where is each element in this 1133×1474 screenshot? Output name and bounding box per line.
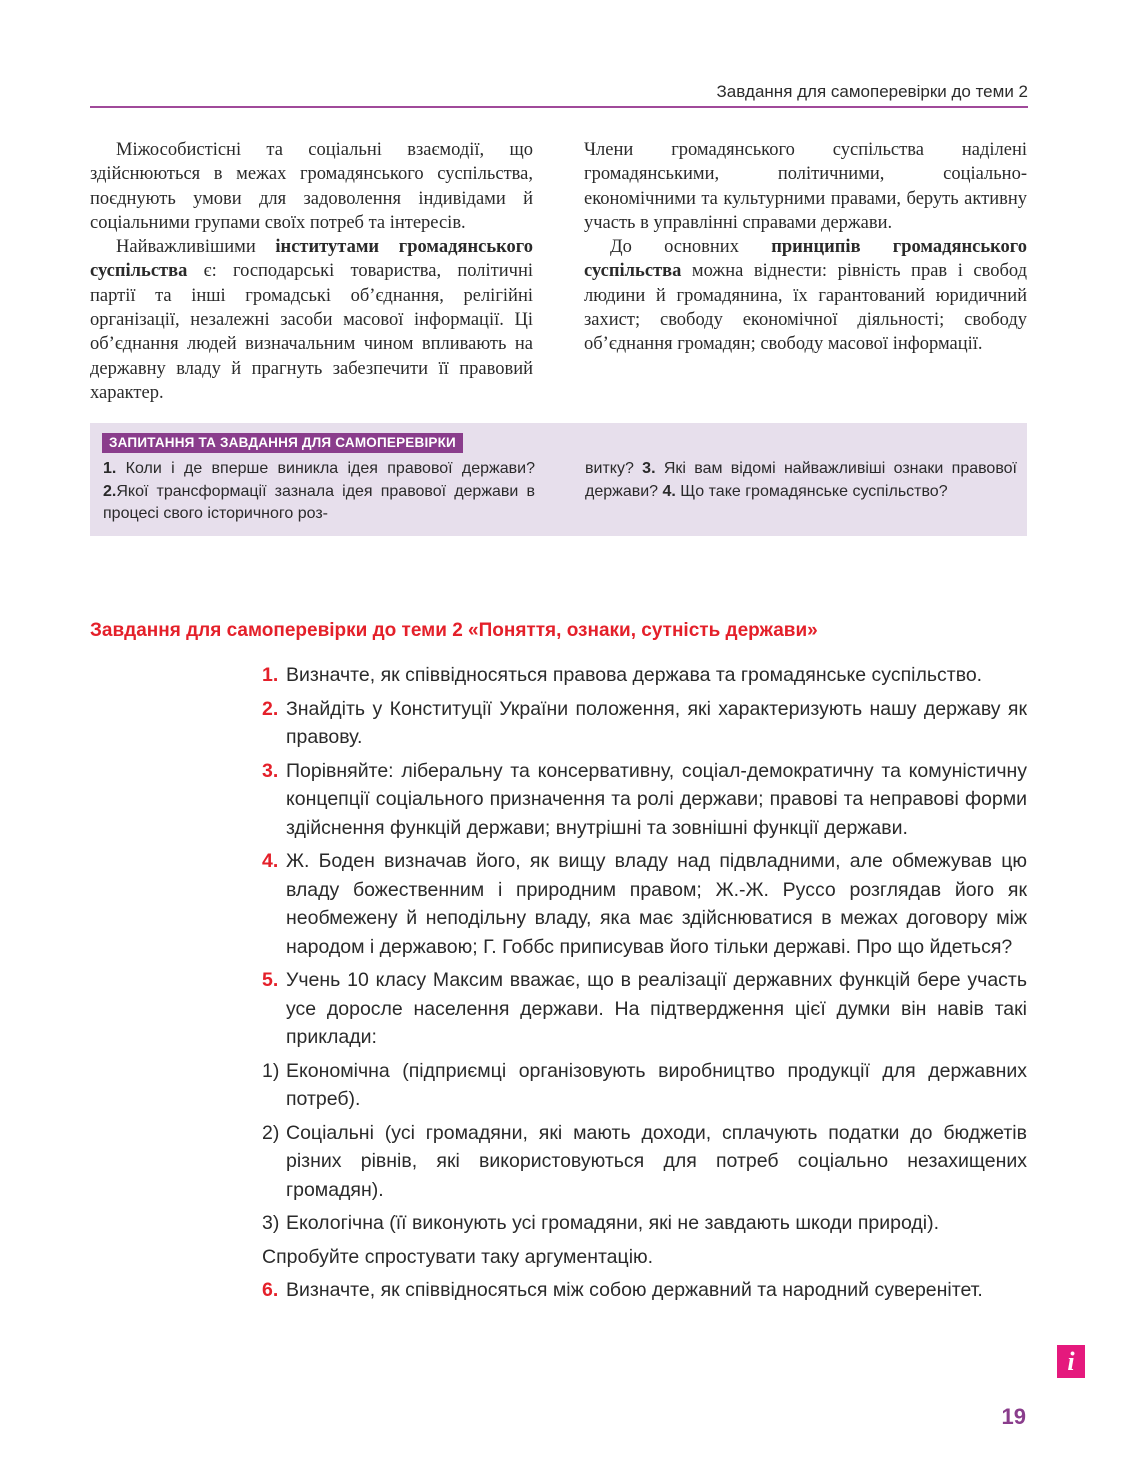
questions-box [90, 423, 1027, 536]
question-number: 1. [103, 460, 117, 477]
task-text: Знайдіть у Конституції України положення, які характеризують нашу державу як правову. [286, 697, 1027, 748]
example-number: 2) [262, 1121, 280, 1144]
bold-term: принципів громадянського суспільства [584, 237, 1027, 282]
example-item [262, 1057, 1027, 1114]
example-number: 1) [262, 1059, 280, 1082]
text-run: До основних [610, 237, 772, 258]
paragraph [90, 235, 533, 405]
example-number: 3) [262, 1212, 280, 1234]
task-number: 2. [262, 697, 279, 720]
bold-term: інститутами громадянського суспільства [90, 237, 533, 282]
questions-column-right [585, 458, 1017, 503]
section-title: Завдання для самоперевірки до теми 2 «Поняття, ознаки, сутність держави» [90, 620, 818, 641]
paragraph: Міжособистісні та соціальні взаємодії, що здійснюються в межах громадянського суспільства, поєднують умови для задоволення індивідами й соціальними групами своїх потреб та інтересів. [90, 140, 533, 233]
task-number: 4. [262, 850, 279, 872]
text-run: Найважливішими [116, 237, 276, 258]
paragraph: Члени громадянського суспільства наділені громадянськими, політичними, соціально-економічними та культурними правами, беруть активну участь в управлінні справами держави. [584, 140, 1027, 233]
question-text: витку? [585, 460, 643, 477]
text-run: можна віднести: рівність прав і свобод людини й громадянина, їх гарантований юридичний захист; свободу економічної діяльності; свободу об’єднання громадян; свободу масової інформації. [584, 261, 1027, 355]
task-number: 5. [262, 969, 279, 991]
task-item [262, 661, 1027, 690]
task-text: Порівняйте: ліберальну та консервативну, соціал-демократичну та комуністичну концепції соціального призначення та ролі держави; правові та неправові форми здійснення функцій держави; внутрішні та зовнішні функції держави. [286, 759, 1027, 839]
example-text: Економічна (підприємці організовують виробництво продукції для державних потреб). [286, 1059, 1027, 1110]
question-text: Коли і де вперше виникла ідея правової держави? [116, 460, 535, 477]
example-item [262, 1119, 1027, 1205]
task-list [262, 661, 1027, 1310]
text-column-right [584, 138, 1027, 357]
questions-box-label: ЗАПИТАННЯ ТА ЗАВДАННЯ ДЛЯ САМОПЕРЕВІРКИ [102, 433, 463, 453]
task-item [262, 847, 1027, 961]
task-item [262, 1276, 1027, 1305]
task-text: Визначте, як співвідносяться між собою державний та народний суверенітет. [286, 1279, 983, 1301]
example-text: Екологічна (її виконують усі громадяни, які не завдають шкоди природі). [286, 1212, 939, 1234]
question-number: 4. [662, 482, 676, 500]
question-text: Які вам відомі найважливіші ознаки правової держави? [585, 460, 1017, 500]
running-head-title: Завдання для самоперевірки до теми 2 [716, 82, 1028, 101]
question-number: 2. [103, 482, 117, 500]
task-item [262, 695, 1027, 752]
task-text: Учень 10 класу Максим вважає, що в реалізації державних функцій бере участь усе доросле населення держави. На підтвердження цієї думки він навів такі приклади: [286, 969, 1027, 1048]
questions-column-left [103, 458, 535, 526]
question-text: Якої трансформації зазнала ідея правової держави в процесі свого історичного роз- [103, 482, 535, 522]
task-text: Визначте, як співвідносяться правова держава та громадянське суспільство. [286, 664, 983, 686]
info-icon: i [1057, 1345, 1085, 1378]
instruction-text: Спробуйте спростувати таку аргументацію. [262, 1245, 654, 1268]
task-number: 1. [262, 664, 279, 686]
paragraph [584, 235, 1027, 356]
text-run: є: господарські товариства, політичні партії та інші громадські об’єднання, релігійні організації, незалежні засоби масової інформації. Ці об’єднання людей визначальним чином впливають на державну владу й прагнуть забезпечити її правовий характер. [90, 261, 533, 403]
page-number: 19 [1001, 1404, 1026, 1429]
text-column-left [90, 138, 533, 405]
task-item [262, 757, 1027, 843]
task-item [262, 966, 1027, 1052]
task-number: 6. [262, 1279, 279, 1301]
question-number: 3. [642, 460, 656, 477]
header-divider [90, 106, 1028, 108]
task-number: 3. [262, 759, 279, 782]
task-text: Ж. Боден визначав його, як вищу владу над підвладними, але обмежував цю владу божественним і природним правом; Ж.-Ж. Руссо розглядав його як необмежену й неподільну владу, яка має здійснюватися в межах договору між народом і державою; Г. Гоббс приписував його тільки державі. Про що йдеться? [286, 850, 1027, 958]
example-item [262, 1209, 1027, 1238]
example-text: Соціальні (усі громадяни, які мають доходи, сплачують податки до бюджетів різних рівнів, які використовуються для потреб соціально незахищених громадян). [286, 1121, 1027, 1201]
question-text: Що таке громадянське суспільство? [675, 482, 948, 500]
